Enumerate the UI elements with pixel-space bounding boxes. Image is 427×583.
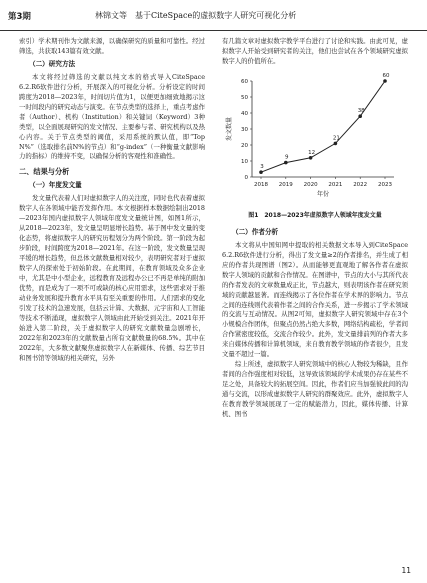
figure-1 (222, 73, 408, 225)
x-tick-label: 2020 (303, 181, 318, 188)
running-header (0, 0, 427, 31)
x-tick-label: 2021 (328, 181, 343, 188)
x-tick-label: 2023 (378, 181, 392, 188)
y-tick-label: 0 (244, 174, 248, 181)
y-tick-label: 50 (241, 94, 248, 101)
series-line (261, 81, 385, 172)
y-tick-label: 10 (241, 158, 248, 165)
data-label: 9 (285, 154, 289, 161)
data-label: 12 (308, 149, 316, 156)
issue-label: 第3期 (8, 12, 31, 22)
paragraph-continuation: 有几篇文章对虚拟数字教学平台进行了讨论和实践。由此可见，虚拟数字人开始受到研究者的关注，他们也尝试在各个领域研究虚拟数字人的价值所在。 (222, 37, 408, 65)
page-number: 11 (401, 566, 411, 575)
right-column (222, 37, 408, 420)
paragraph-summary: 综上所述，虚拟数字人研究领域中的核心人物较为稀缺，且作者间的合作强度相对较低，这导致该领域的学术成果仍存在某些不足之处，具备较大的拓展空间。因此，作者们应当加强彼此间的沟通与交流，以形成虚拟数字人研究的群聚效应。此外，虚拟数字人在教育教学领域展现了一定的赋能潜力，因此，媒体传播、计算机、图书 (222, 360, 408, 419)
figure-caption: 图1 2018—2023年虚拟数字人领域年度发文量 (248, 211, 382, 219)
heading-results: 二、结果与分析 (19, 167, 70, 177)
x-axis-label: 年份 (316, 190, 330, 198)
y-axis-label: 发文数量 (226, 116, 233, 141)
data-point (358, 114, 362, 118)
heading-methods: （二）研究方法 (29, 59, 76, 68)
annual-output-chart (222, 73, 408, 209)
x-tick-label: 2022 (353, 181, 368, 188)
y-tick-label: 40 (241, 110, 248, 117)
paragraph-sources: 索引）学术期刊作为文献来源，以确保研究的质量和可靠性。经过筛选，共获取143篇有效文献。 (19, 37, 205, 55)
y-tick-label: 60 (241, 78, 248, 85)
left-column (19, 37, 205, 364)
paragraph-authors: 本文将从中国知网中提取的相关数据文本导入到CiteSpace 6.2.R6软件进行分析，得出了发文量≥2的作者排名，并生成了相应的作者共现图谱（图2）。从而能够更直观地了解各作者在虚拟数字人领域的贡献和合作情况。在图谱中，节点的大小与其所代表的作者发表的文章数量成正比，节点越大，则表明该作者在研究领域的贡献越显著。而连线揭示了各位作者在学术界的影响力。节点之间的连线则代表着作者之间的合作关系，进一步揭示了学术领域的交流与互动情况。从图2可知，虚拟数字人研究领域中存在3个小规模合作团体，但聚点仍然占绝大多数，网络结构疏松，学者间合作紧密度较低，交流合作较少。此外，发文量排前列的作者大多来自媒体传播和计算机领域，来自教育教学领域的作者很少，且发文量不超过一篇。 (222, 240, 408, 359)
x-tick-label: 2019 (278, 181, 293, 188)
data-label: 60 (382, 72, 390, 79)
heading-authors: （二）作者分析 (232, 227, 279, 236)
data-point (383, 79, 387, 83)
paragraph-annual-output: 发文量代表着人们对虚拟数字人的关注度，同时也代表着虚拟数字人在各领域中能否发挥作用。本文根据样本数据绘制出2018—2023年国内虚拟数字人领域年度发文量统计图，如图1所示，从2018—2023年，发文量呈明显增长趋势。基于图中发文量的变化态势，将虚拟数字人的研究历程划分为两个阶段。第一阶段为起步阶段，时间跨度为2018—2021年。在这一阶段，发文数量呈现平缓的增长趋势，但总体文献数量相对较少，表明研究者对于虚拟数字人的探索处于初始阶段。在此期间，在教育领域及众多企业中，尤其是中小型企业，远程教育及远程办公已不再是单纯的附加优势，而是成为了一项不可或缺的核心应用需求，这些需求对于推动业务发展和提升教育水平具有至关重要的作用。人们需求的变化引发了技术的急速发展，包括云计算、大数据、元宇宙和人工智能等技术不断涌现，虚拟数字人领域由此开始受到关注。2021年开始进入第二阶段，关于虚拟数字人的研究文献数量急剧增长，2022年和2023年的文献数量占所有文献数量的68.5%。其中在2022年，大多数文献聚焦虚拟数字人在新媒体、传播、综艺节目和图书馆等领域的相关研究，另外 (19, 194, 205, 362)
data-point (284, 161, 288, 165)
y-tick-label: 20 (241, 142, 248, 149)
data-label: 3 (260, 164, 264, 171)
heading-annual-output: （一）年度发文量 (29, 181, 82, 190)
data-point (259, 170, 263, 174)
data-point (334, 141, 338, 145)
paragraph-methods: 本文将经过筛选的文献以纯文本的格式导入CiteSpace 6.2.R6软件进行分析，开展深入的可视化分析。分析设定的时间跨度为2018—2023年，时间切片值为1，以便更加细致地揭示这一时间段内的研究动态与演变。在节点类型的选择上，重点考虑作者（Author）、机构（Institution）和关键词（Keyword）3种类型，以全面展现研究的发文情况、主要参与者、研究机构以及热心内容。关于节点类型的阈值，采用系统的默认值，即“Top N%”（选取排名前N%的节点）和“g-index”（一种衡量文献影响力的指标）的维持不变，以确保分析的客观性和准确性。 (19, 72, 205, 161)
running-title: 林锦文等 基于CiteSpace的虚拟数字人研究可视化分析 (95, 11, 297, 20)
data-point (309, 156, 313, 160)
y-tick-label: 30 (241, 126, 248, 133)
data-label: 21 (332, 135, 340, 142)
data-label: 38 (357, 108, 365, 115)
x-tick-label: 2018 (254, 181, 268, 188)
